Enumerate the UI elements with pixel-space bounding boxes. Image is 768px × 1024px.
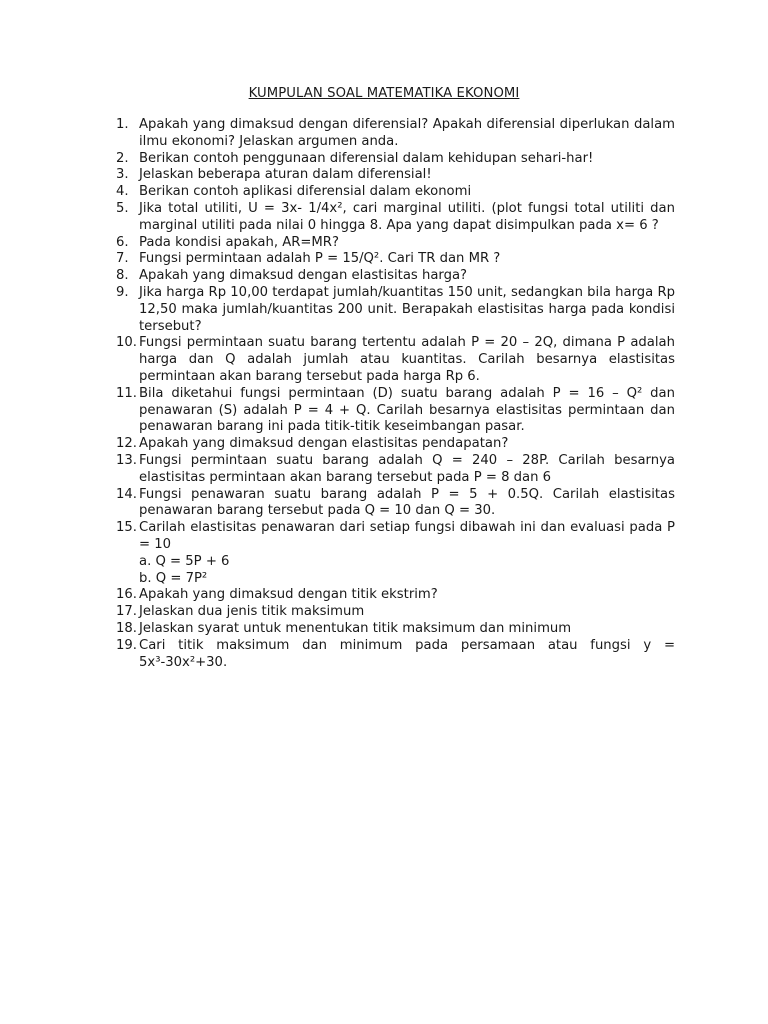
question-text: Bila diketahui fungsi permintaan (D) suatu barang adalah P = 16 – Q² dan penawaran (S) adalah P = 4 + Q. Carilah besarnya elastisitas permintaan dan penawaran barang ini pada titik-titik keseimbangan pasar. [139, 385, 675, 435]
document-title: KUMPULAN SOAL MATEMATIKA EKONOMI [248, 86, 520, 101]
question-text: Apakah yang dimaksud dengan elastisitas pendapatan? [139, 436, 509, 452]
question-item [116, 184, 675, 201]
question-number: 18. [116, 620, 137, 636]
question-number: 19. [116, 637, 137, 653]
question-number: 5. [116, 200, 129, 216]
question-number: 7. [116, 251, 129, 267]
question-text: Berikan contoh aplikasi diferensial dalam ekonomi [139, 184, 472, 200]
question-item [116, 487, 675, 521]
question-item [116, 335, 675, 385]
question-item [116, 151, 675, 168]
question-text: Jelaskan dua jenis titik maksimum [139, 604, 365, 620]
question-text: Jika harga Rp 10,00 terdapat jumlah/kuantitas 150 unit, sedangkan bila harga Rp 12,50 maka jumlah/kuantitas 200 unit. Berapakah elastisitas harga pada kondisi tersebut? [139, 284, 675, 334]
question-number: 12. [116, 436, 137, 452]
question-text: Pada kondisi apakah, AR=MR? [139, 234, 339, 250]
question-number: 15. [116, 520, 137, 536]
question-number: 4. [116, 184, 129, 200]
question-number: 9. [116, 284, 129, 300]
question-item [116, 268, 675, 285]
question-number: 11. [116, 385, 137, 401]
question-number: 10. [116, 335, 137, 351]
question-item [116, 604, 675, 621]
question-subitem-b: b. Q = 7P² [139, 570, 208, 586]
question-text: Apakah yang dimaksud dengan elastisitas harga? [139, 268, 468, 284]
question-text: Cari titik maksimum dan minimum pada persamaan atau fungsi y = 5x³-30x²+30. [139, 637, 675, 670]
question-text: Jika total utiliti, U = 3x- 1/4x², cari marginal utiliti. (plot fungsi total utiliti dan marginal utiliti pada nilai 0 hingga 8. Apa yang dapat disimpulkan pada x= 6 ? [139, 200, 675, 233]
question-item [116, 251, 675, 268]
question-number: 6. [116, 234, 129, 250]
question-item [116, 520, 675, 587]
question-text: Apakah yang dimaksud dengan diferensial? Apakah diferensial diperlukan dalam ilmu ekonomi? Jelaskan argumen anda. [139, 117, 675, 149]
question-item [116, 235, 675, 252]
question-subitem-a: a. Q = 5P + 6 [139, 553, 230, 569]
question-item [116, 587, 675, 604]
question-text: Apakah yang dimaksud dengan titik ekstrim? [139, 587, 438, 603]
question-number: 2. [116, 150, 129, 166]
question-item [116, 201, 675, 235]
question-item [116, 285, 675, 335]
question-number: 16. [116, 587, 137, 603]
question-text: Jelaskan beberapa aturan dalam diferensial! [139, 167, 432, 183]
question-item [116, 621, 675, 638]
question-list [116, 117, 675, 671]
question-text: Carilah elastisitas penawaran dari setiap fungsi dibawah ini dan evaluasi pada P = 10 [139, 520, 675, 552]
question-item [116, 638, 675, 672]
question-text: Jelaskan syarat untuk menentukan titik maksimum dan minimum [139, 620, 572, 636]
question-number: 17. [116, 604, 137, 620]
question-text: Fungsi penawaran suatu barang adalah P = 5 + 0.5Q. Carilah elastisitas penawaran barang tersebut pada Q = 10 dan Q = 30. [139, 486, 675, 519]
question-number: 13. [116, 452, 137, 468]
question-text: Berikan contoh penggunaan diferensial dalam kehidupan sehari-har! [139, 150, 594, 166]
question-item [116, 386, 675, 436]
question-text: Fungsi permintaan adalah P = 15/Q². Cari TR dan MR ? [139, 251, 501, 267]
question-text: Fungsi permintaan suatu barang tertentu adalah P = 20 – 2Q, dimana P adalah harga dan Q adalah jumlah atau kuantitas. Carilah besarnya elastisitas permintaan akan barang tersebut pada harga Rp 6. [139, 335, 675, 384]
question-number: 14. [116, 486, 137, 502]
question-number: 1. [116, 117, 129, 132]
question-number: 3. [116, 167, 129, 183]
question-item [116, 167, 675, 184]
question-number: 8. [116, 268, 129, 284]
question-text: Fungsi permintaan suatu barang adalah Q = 240 – 28P. Carilah besarnya elastisitas permintaan akan barang tersebut pada P = 8 dan 6 [139, 452, 675, 485]
question-item [116, 117, 675, 151]
question-item [116, 453, 675, 487]
question-item [116, 436, 675, 453]
